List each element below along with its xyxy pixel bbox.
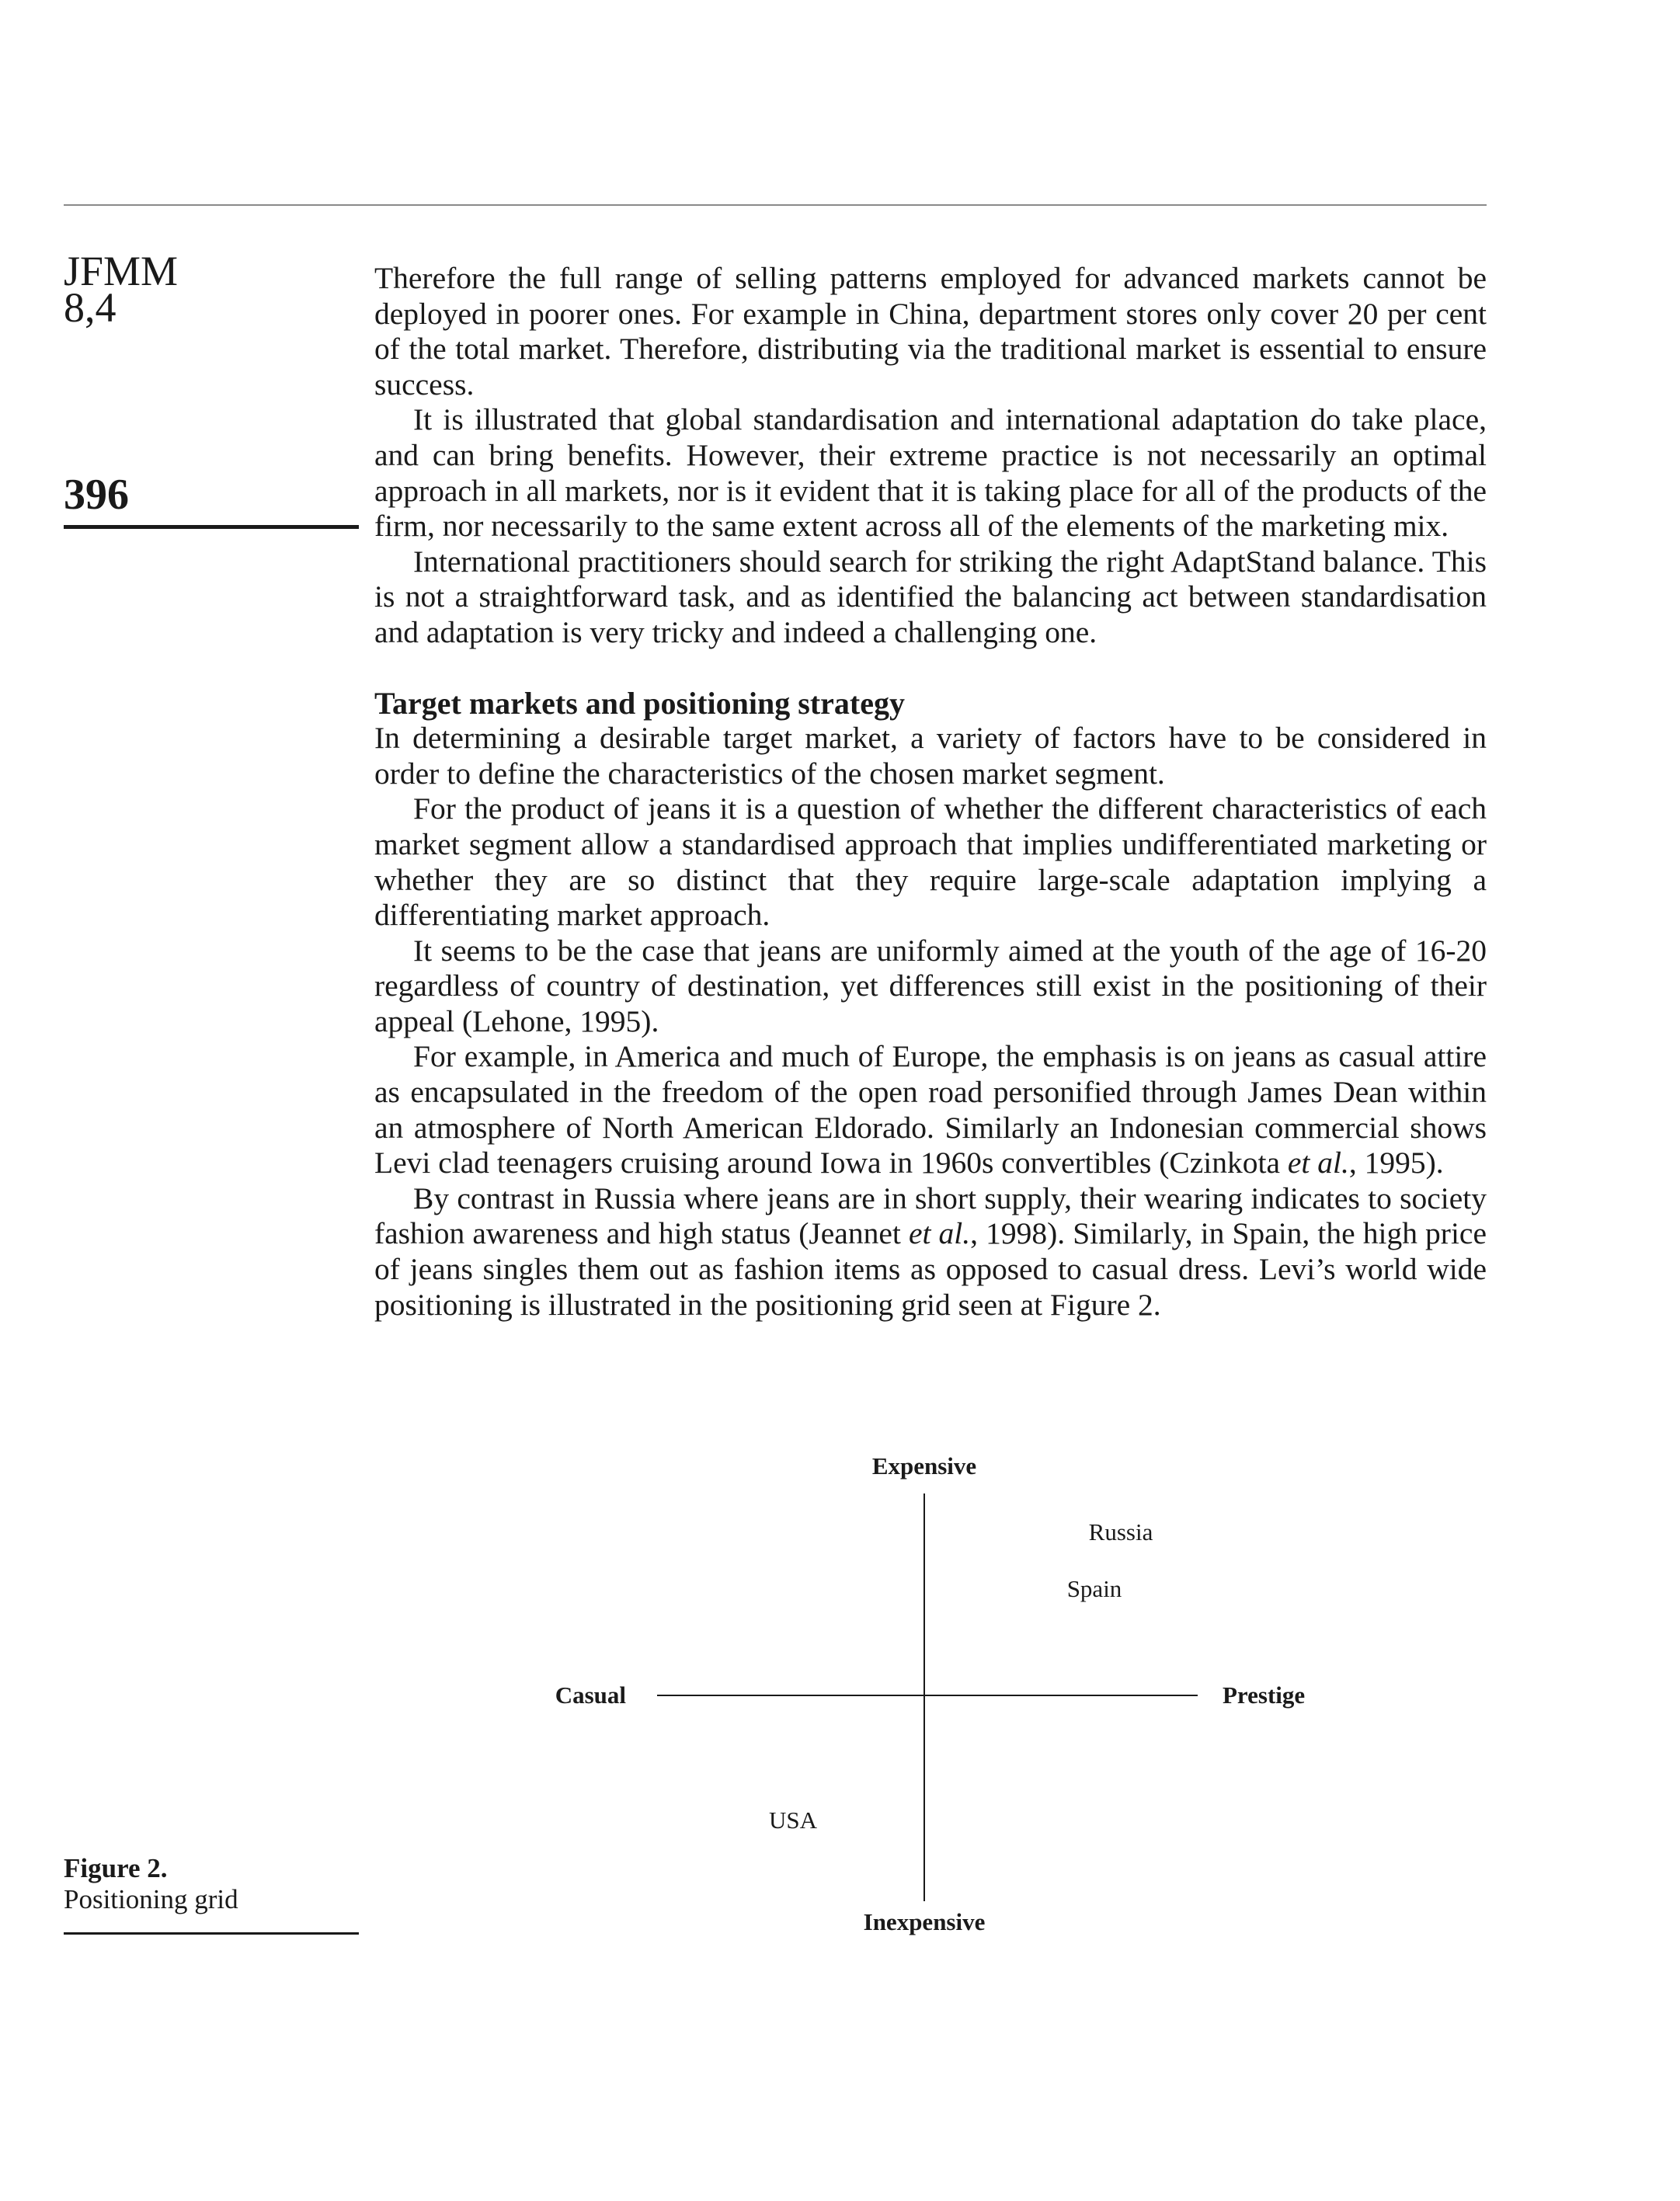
positioning-grid [536, 1443, 1336, 1956]
point-label-usa: USA [768, 1806, 818, 1834]
paragraph [374, 1039, 1487, 1180]
section-heading: Target markets and positioning strategy [374, 685, 905, 721]
point-label-russia: Russia [1088, 1518, 1153, 1546]
caption-rule [64, 1932, 359, 1935]
text-run: By contrast in Russia where jeans are in short supply, their wearing indicates to society fashion awareness and high status (Jeannet [374, 1180, 1487, 1251]
caption-title: Positioning grid [64, 1884, 238, 1914]
paragraph: It seems to be the case that jeans are uniformly aimed at the youth of the age of 16-20 regardless of country of destination, yet differences still exist in the positioning of their appeal (Lehone, 1995). [374, 933, 1487, 1038]
paragraph: Therefore the full range of selling patterns employed for advanced markets cannot be deployed in poorer ones. For example in China, department stores only cover 20 per cent of the total market. Therefore, distributing via the traditional market is essential to ensure success. [374, 261, 1487, 402]
volume-issue: 8,4 [64, 284, 117, 331]
positioning-grid-figure [536, 1443, 1336, 1956]
header-rule [64, 204, 1487, 206]
axis-label-expensive: Expensive [871, 1452, 977, 1480]
paragraph: For the product of jeans it is a question of whether the different characteristics of each market segment allow a standardised approach that implies undifferentiated marketing or whether they are so distinct that they require large-scale adaptation implying a differentiating market approach. [374, 791, 1487, 933]
et-al: et al. [908, 1216, 971, 1251]
journal-info [64, 248, 179, 331]
paragraph: It is illustrated that global standardisation and international adaptation do take place, and can bring benefits. However, their extreme practice is not necessarily an optimal approach in all markets, nor is it evident that it is taking place for all of the products of the firm, nor necessarily to the same extent across all of the elements of the marketing mix. [374, 402, 1487, 544]
point-label-spain: Spain [1066, 1575, 1122, 1602]
text-run: , 1995). [1348, 1146, 1444, 1180]
axis-label-prestige: Prestige [1223, 1681, 1306, 1709]
paragraph [374, 1181, 1487, 1323]
caption-label: Figure 2. [64, 1853, 168, 1883]
paragraph: In determining a desirable target market, a variety of factors have to be considered in order to define the characteristics of the chosen market segment. [374, 721, 1487, 791]
paragraph: International practitioners should search for striking the right AdaptStand balance. This is not a straightforward task, and as identified the balancing act between standardisation and adaptation is very tricky and indeed a challenging one. [374, 544, 1487, 649]
et-al: et al. [1287, 1146, 1349, 1180]
text-run: , 1998). Similarly, in Spain, the high price of jeans singles them out as fashion items as opposed to casual dress. Levi’s world wide positioning is illustrated in the positioning grid seen at Figure 2. [374, 1216, 1487, 1322]
body-text [374, 261, 1487, 1323]
axis-label-casual: Casual [555, 1681, 626, 1709]
page-number-rule [64, 525, 359, 529]
axis-label-inexpensive: Inexpensive [863, 1908, 986, 1935]
figure-caption [64, 1853, 238, 1915]
text-run: For example, in America and much of Europe, the emphasis is on jeans as casual attire as encapsulated in the freedom of the open road personified through James Dean within an atmosphere of North American Eldorado. Similarly an Indonesian commercial shows Levi clad teenagers cruising around Iowa in 1960s convertibles (Czinkota [374, 1039, 1487, 1180]
journal-code: JFMM [64, 248, 179, 294]
page-number: 396 [64, 471, 129, 519]
